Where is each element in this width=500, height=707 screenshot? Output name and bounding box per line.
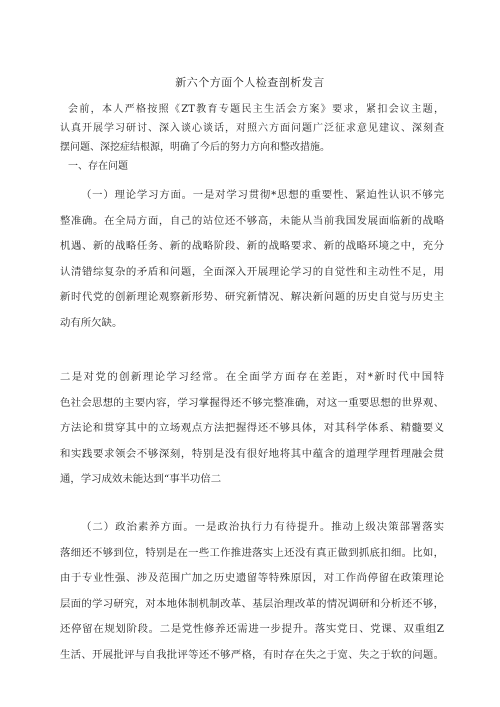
- intro-line: 摆问题、深挖症结根源，明确了今后的努力方向和整改措施。: [60, 142, 330, 153]
- paragraph-line: 色社会思想的主要内容，学习掌握得还不够完整准确，对这一重要思想的世界观、: [60, 396, 444, 409]
- paragraph-line: 通，学习成效未能达到“事半功倍二: [60, 473, 222, 486]
- paragraph-line: （一）理论学习方面。一是对学习贯彻*思想的重要性、紧迫性认识不够完: [81, 189, 444, 201]
- paragraph-line: 二是对党的创新理论学习经常。在全面学方面存在差距，对*新时代中国特: [60, 371, 444, 383]
- paragraph-line: 动有所欠缺。: [60, 316, 123, 329]
- paragraph-line: 和实践要求领会不够深刻，特别是没有很好地将其中蕴含的道理学理哲理融会贯: [60, 447, 444, 460]
- paragraph-line: 新时代党的创新理论观察新形势、研究新情况、解决新问题的历史自觉与历史主: [60, 291, 444, 304]
- intro-line: 会前，本人严格按照《ZT教育专题民主生活会方案》要求，紧扣会议主题，: [68, 104, 444, 115]
- intro-paragraph: [60, 100, 444, 157]
- paragraph-line: （二）政治素养方面。一是政治执行力有待提升。推动上级决策部署落实: [81, 521, 444, 533]
- document-title: 新六个方面个人检查剖析发言: [175, 76, 325, 89]
- paragraph-line: 方法论和贯穿其中的立场观点方法把握得还不够具体，对其科学体系、精髓要义: [60, 422, 444, 435]
- innovation-theory-paragraph: [60, 365, 444, 493]
- paragraph-line: 还停留在规划阶段。二是党性修养还需进一步提升。落实党日、党课、双重组Z: [60, 623, 444, 636]
- section-heading: [60, 158, 444, 175]
- paragraph-line: 生活、开展批评与自我批评等还不够严格，有时存在失之于宽、失之于软的问题。: [60, 648, 444, 661]
- intro-line: 认真开展学习研讨、深入谈心谈话，对照六方面问题广泛征求意见建议、深刻查: [60, 123, 444, 134]
- paragraph-line: 落细还不够到位，特别是在一些工作推进落实上还没有真正做到抓底扣细。比如，: [60, 546, 444, 559]
- paragraph-line: 机遇、新的战略任务、新的战略阶段、新的战略要求、新的战略环境之中，充分: [60, 240, 444, 253]
- section-heading-text: 一、存在问题: [68, 161, 128, 172]
- political-quality-paragraph: [60, 515, 444, 669]
- paragraph-line: 整准确。在全局方面，自己的站位还不够高，未能从当前我国发展面临新的战略: [60, 214, 444, 227]
- theory-study-paragraph: [60, 183, 444, 337]
- paragraph-line: 层面的学习研究，对本地体制机制改革、基层治理改革的情况调研和分析还不够，: [60, 597, 444, 610]
- paragraph-line: 由于专业性强、涉及范围广加之历史遗留等特殊原因，对工作尚停留在政策理论: [60, 572, 444, 585]
- paragraph-line: 认清错综复杂的矛盾和问题，全面深入开展理论学习的自觉性和主动性不足，用: [60, 265, 444, 278]
